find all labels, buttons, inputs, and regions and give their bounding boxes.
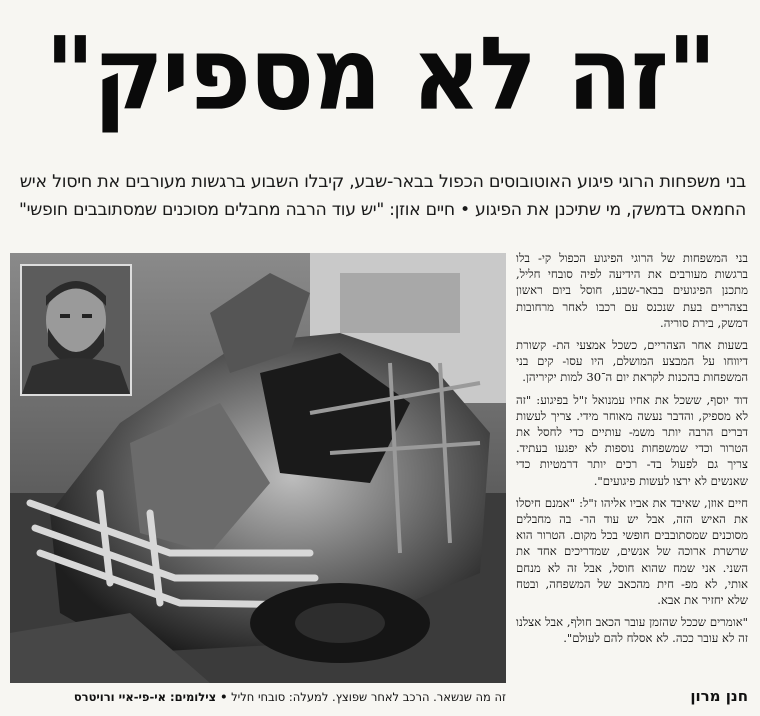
body-paragraph-4: חיים אוזן, שאיבד את אביו אליהו ז"ל: "אמנם חיסלו את האיש הזה, אבל יש עוד הר- בה מחבלים מסוכנים שמסתובבים חופשי בכל מקום. הטרור הוא שרשרת ארוכה של אנשים, שמדריכים אחד את השני. אני שמח שהוא חוסל, אבל זה לא מנחם אותי, לא מפ- חית מהכאב של המשפחה, ובטח שלא יחזיר את אבא.: [516, 495, 748, 608]
body-paragraph-2: בשעות אחר הצהריים, כשכל אמצעי הת- קשורת דיווחו על המבצע המושלם, היו עסו- קים בני המשפחות בהכנות לקראת יום ה־30 למות יקיריהן.: [516, 338, 748, 385]
subheadline-line-2: החמאס בדמשק, מי שתיכנן את הפיגוע • חיים אוזן: "יש עוד הרבה מחבלים מסוכנים שמסתובבים חופשי": [18, 200, 746, 220]
article-body: [516, 250, 748, 653]
body-paragraph-1: בני המשפחות של הרוגי הפיגוע הכפול קי- בלו ברגשות מעורבים את הידיעה לפיה סובחי חליל, מתכנן הפיגועים בבאר-שבע, חוסל ביום ראשון בצהריים בעת שנכנס עם רכבו לאחר מרחובות דמשק, בירת סוריה.: [516, 251, 748, 330]
byline: חנן מרון: [690, 687, 748, 705]
subheadline: [14, 168, 746, 224]
body-paragraph-3: דוד יוסף, ששכל את אחיו עמנואל ז"ל בפיגוע: "זה לא מספיק, והדבר נעשה מאוחר מידי. צריך לעשות דברים הרבה יותר משמ- עותיים כדי לחסל את הטרור וכדי שמשפחות נוספות לא יפגעו בעתיד. צריך גם לפעול בד- רכים יותר דרמטיות כדי שאנשים לא ירצו לעשות פיגועים".: [516, 392, 748, 488]
headline: "זה לא מספיק": [44, 15, 716, 133]
caption-text: זה מה שנשאר. הרכב לאחר שפוצץ. למעלה: סובחי חליל: [231, 690, 506, 704]
photo-caption: [10, 687, 506, 707]
portrait-image: [22, 266, 130, 394]
body-paragraph-5: "אומרים שככל שהזמן עובר הכאב חולף, אבל אצלנו זה לא עובר ככה. לא אסלח להם לעולם".: [516, 615, 748, 646]
caption-credit: • צילומים: אי-פי-איי ורויטרס: [73, 690, 228, 704]
portrait-photo: [20, 264, 132, 396]
subheadline-line-1: בני משפחות הרוגי פיגוע האוטובוסים הכפול בבאר-שבע, קיבלו השבוע ברגשות מעורבים את חיסול איש: [19, 172, 746, 192]
